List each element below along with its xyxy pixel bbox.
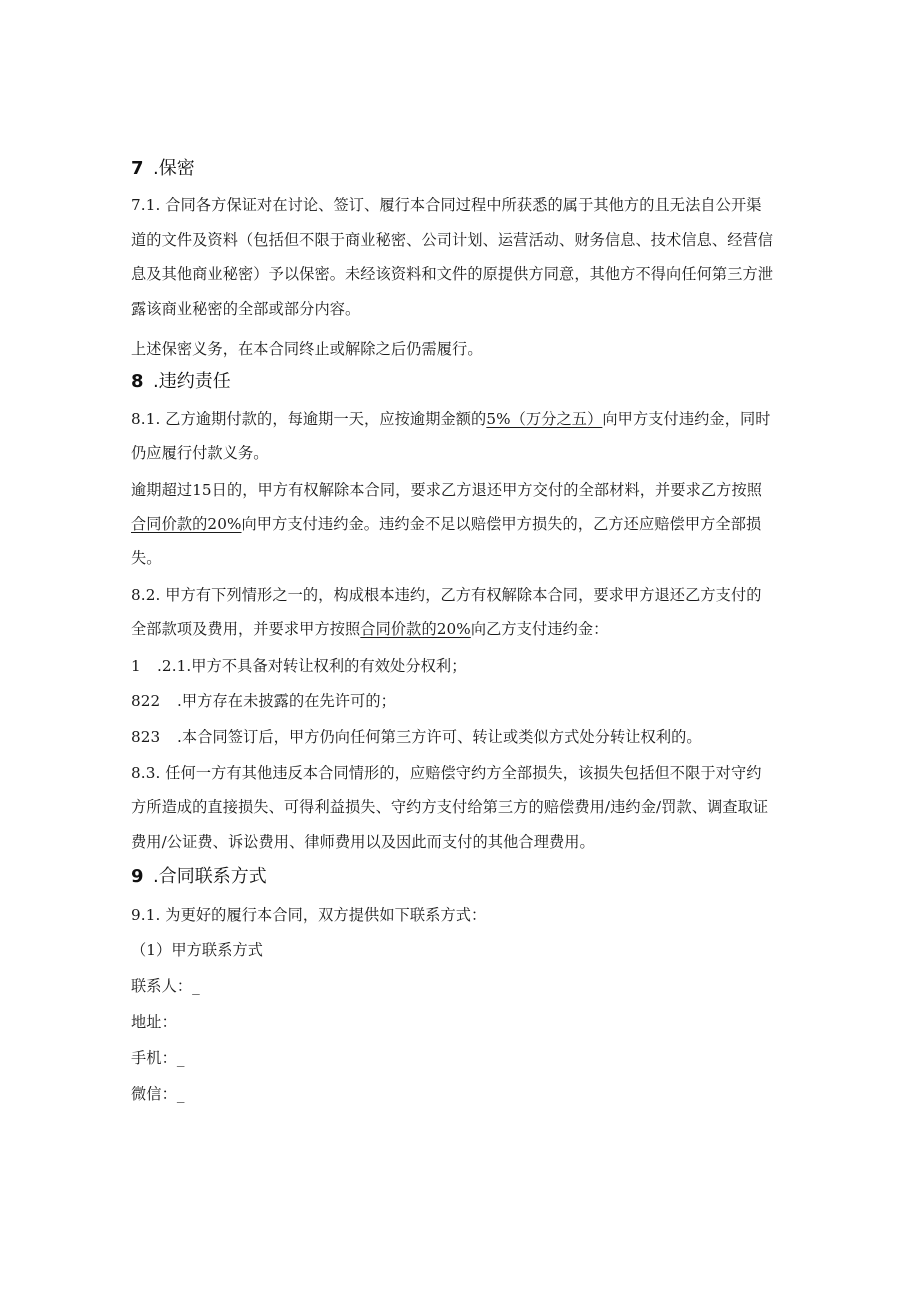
paragraph-8-1-line-2: 仍应履行付款义务。 xyxy=(131,444,269,462)
section-number: 7 xyxy=(131,158,144,179)
paragraph-7-1-line-1: 7.1. 合同各方保证对在讨论、签订、履行本合同过程中所获悉的属于其他方的且无法自公开渠 xyxy=(131,196,762,214)
paragraph-8-1b-line-1: 逾期超过15日的，甲方有权解除本合同，要求乙方退还甲方交付的全部材料，并要求乙方按照 xyxy=(131,481,763,499)
paragraph-8-2-line-2 xyxy=(131,619,608,639)
section-number: 9 xyxy=(131,866,144,887)
section-title: .违约责任 xyxy=(153,371,231,392)
underlined-penalty-rate: 5%（万分之五） xyxy=(486,410,603,428)
address-field: 地址： xyxy=(131,1013,177,1031)
section-number: 8 xyxy=(131,371,144,392)
wechat-field: 微信：_ xyxy=(131,1085,185,1103)
paragraph-8-3-line-2: 方所造成的直接损失、可得利益损失、守约方支付给第三方的赔偿费用/违约金/罚款、调查取证 xyxy=(131,798,769,816)
contact-person-field: 联系人：_ xyxy=(131,977,200,995)
item-text: .2.1.甲方不具备对转让权利的有效处分权利； xyxy=(157,657,467,675)
section-8-heading xyxy=(131,371,231,393)
paragraph-8-1-line-1 xyxy=(131,409,771,429)
section-title: .保密 xyxy=(153,158,195,179)
paragraph-9-1: 9.1. 为更好的履行本合同，双方提供如下联系方式： xyxy=(131,906,487,924)
item-text: .本合同签订后，甲方仍向任何第三方许可、转让或类似方式处分转让权利的。 xyxy=(177,728,702,746)
paragraph-7-2: 上述保密义务，在本合同终止或解除之后仍需履行。 xyxy=(131,340,483,358)
section-9-heading xyxy=(131,866,267,888)
paragraph-8-2-line-1: 8.2. 甲方有下列情形之一的，构成根本违约，乙方有权解除本合同，要求甲方退还乙方支付的 xyxy=(131,586,762,604)
paragraph-7-1-line-2: 道的文件及资料（包括但不限于商业秘密、公司计划、运营活动、财务信息、技术信息、经营信 xyxy=(131,231,774,249)
paragraph-8-3-line-1: 8.3. 任何一方有其他违反本合同情形的，应赔偿守约方全部损失，该损失包括但不限于对守约 xyxy=(131,764,762,782)
paragraph-8-1b-line-2 xyxy=(131,514,761,534)
list-item-8-2-2 xyxy=(131,691,396,711)
party-a-contact-heading: （1）甲方联系方式 xyxy=(131,941,264,959)
item-number: 1 xyxy=(131,657,141,675)
section-7-heading xyxy=(131,158,195,180)
underlined-contract-percent: 合同价款的20% xyxy=(131,515,242,533)
text-segment: 向甲方支付违约金。违约金不足以赔偿甲方损失的，乙方还应赔偿甲方全部损 xyxy=(241,515,762,533)
paragraph-7-1-line-4: 露该商业秘密的全部或部分内容。 xyxy=(131,300,361,318)
list-item-8-2-3 xyxy=(131,727,702,747)
item-number: 823 xyxy=(131,728,161,746)
underlined-contract-percent: 合同价款的20% xyxy=(360,620,471,638)
paragraph-7-1-line-3: 息及其他商业秘密）予以保密。未经该资料和文件的原提供方同意，其他方不得向任何第三方泄 xyxy=(131,265,774,283)
text-segment: 8.1. 乙方逾期付款的，每逾期一天，应按逾期金额的 xyxy=(131,410,487,428)
item-number: 822 xyxy=(131,692,161,710)
phone-field: 手机：_ xyxy=(131,1049,185,1067)
item-text: .甲方存在未披露的在先许可的； xyxy=(177,692,396,710)
paragraph-8-1b-line-3: 失。 xyxy=(131,549,162,567)
section-title: .合同联系方式 xyxy=(153,866,267,887)
text-segment: 全部款项及费用，并要求甲方按照 xyxy=(131,620,361,638)
text-segment: 向甲方支付违约金，同时 xyxy=(602,410,771,428)
list-item-8-2-1 xyxy=(131,656,466,676)
text-segment: 向乙方支付违约金： xyxy=(470,620,609,638)
paragraph-8-3-line-3: 费用/公证费、诉讼费用、律师费用以及因此而支付的其他合理费用。 xyxy=(131,833,595,851)
